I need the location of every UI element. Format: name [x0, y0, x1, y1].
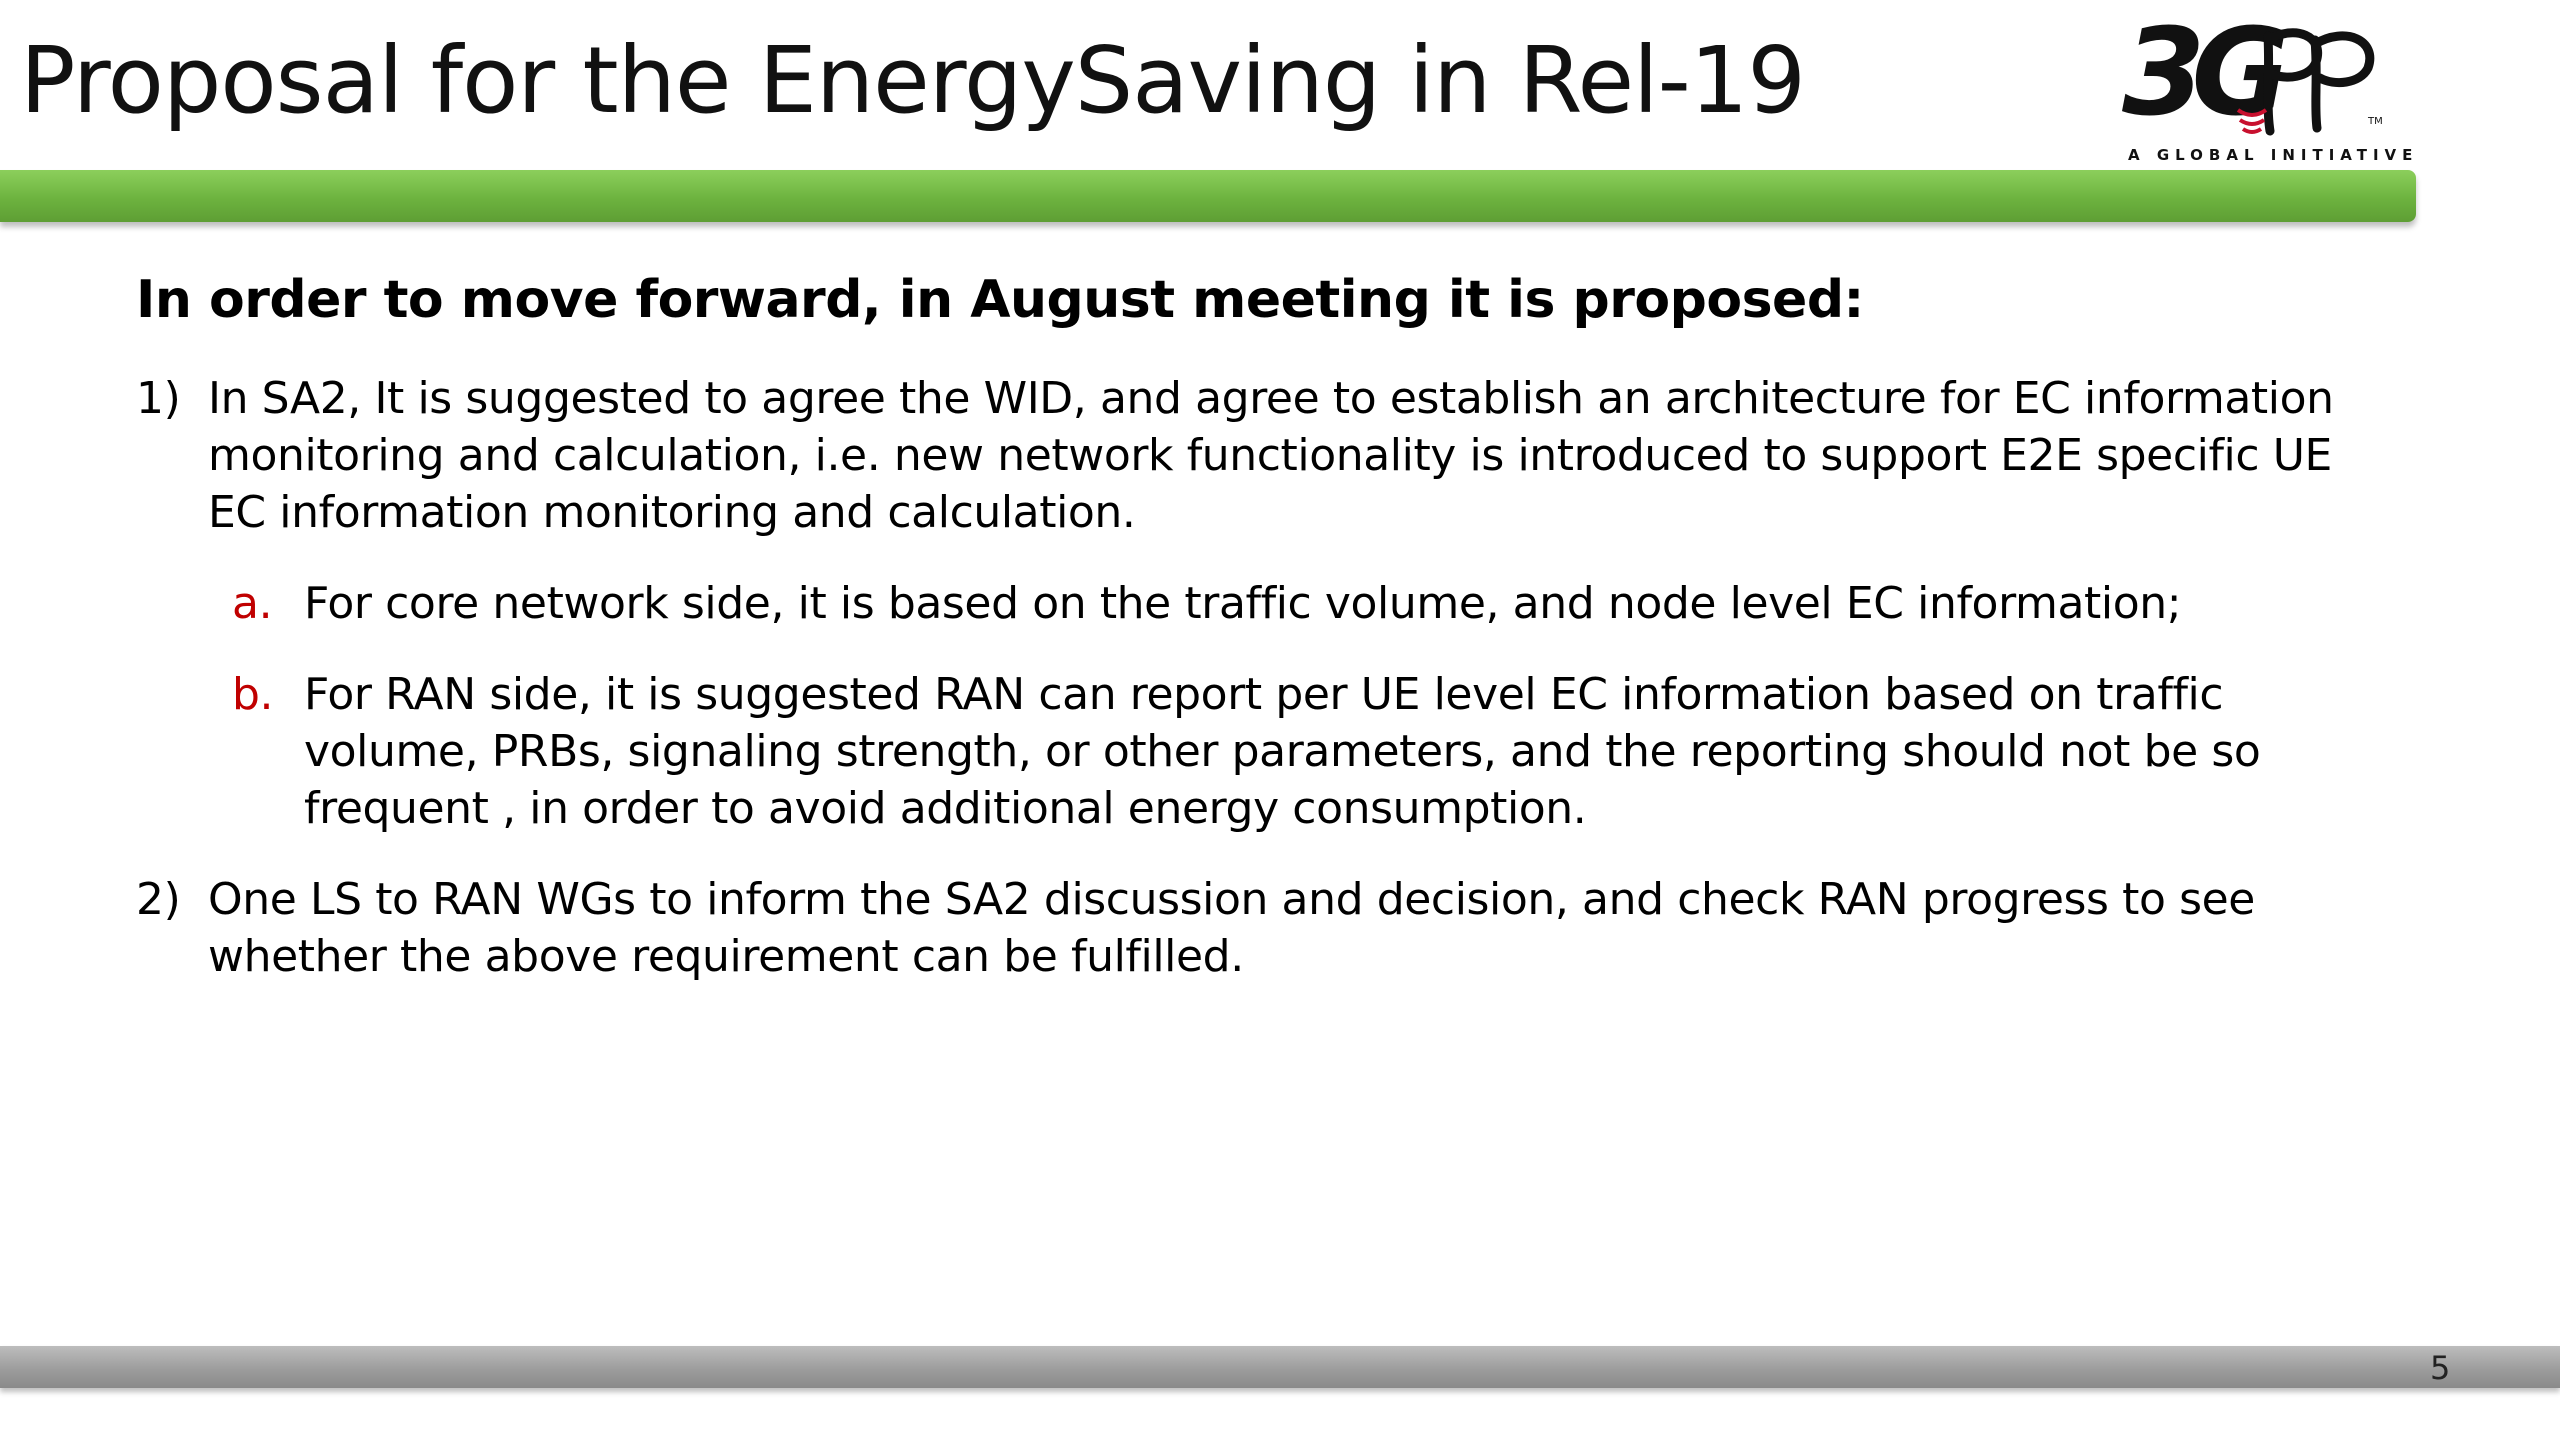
footer-bar	[0, 1346, 2560, 1388]
list-item-text: One LS to RAN WGs to inform the SA2 discussion and decision, and check RAN progress to see whether the above requirement can be fulfilled.	[208, 874, 2255, 982]
sub-item-b	[232, 666, 2376, 837]
list-item-2	[136, 871, 2376, 985]
sub-item-text: For core network side, it is based on the traffic volume, and node level EC information;	[304, 578, 2182, 629]
svg-text:3G: 3G	[2122, 6, 2276, 143]
sub-item-letter: a.	[232, 578, 273, 629]
slide-body	[136, 270, 2376, 1019]
page-number: 5	[2430, 1349, 2451, 1387]
list-item-text: In SA2, It is suggested to agree the WID, and agree to establish an architecture for EC information monitoring and calculation, i.e. new network functionality is introduced to support E2E specific UE EC information monitoring and calculation.	[208, 373, 2334, 538]
sub-item-a	[232, 575, 2376, 632]
sub-item-text: For RAN side, it is suggested RAN can report per UE level EC information based on traffic volume, PRBs, signaling strength, or other parameters, and the reporting should not be so frequent , in order to avoid additional energy consumption.	[304, 669, 2261, 834]
list-item-number: 2)	[136, 874, 181, 925]
sub-item-letter: b.	[232, 669, 274, 720]
logo-tagline: A GLOBAL INITIATIVE	[2128, 146, 2419, 164]
3gpp-logo	[2120, 6, 2400, 166]
list-item-1	[136, 370, 2376, 541]
svg-text:TM: TM	[2368, 116, 2383, 127]
list-item-number: 1)	[136, 373, 181, 424]
title-underline-bar	[0, 170, 2416, 222]
body-heading: In order to move forward, in August meeting it is proposed:	[136, 270, 1864, 330]
slide-title: Proposal for the EnergySaving in Rel-19	[20, 27, 1805, 134]
